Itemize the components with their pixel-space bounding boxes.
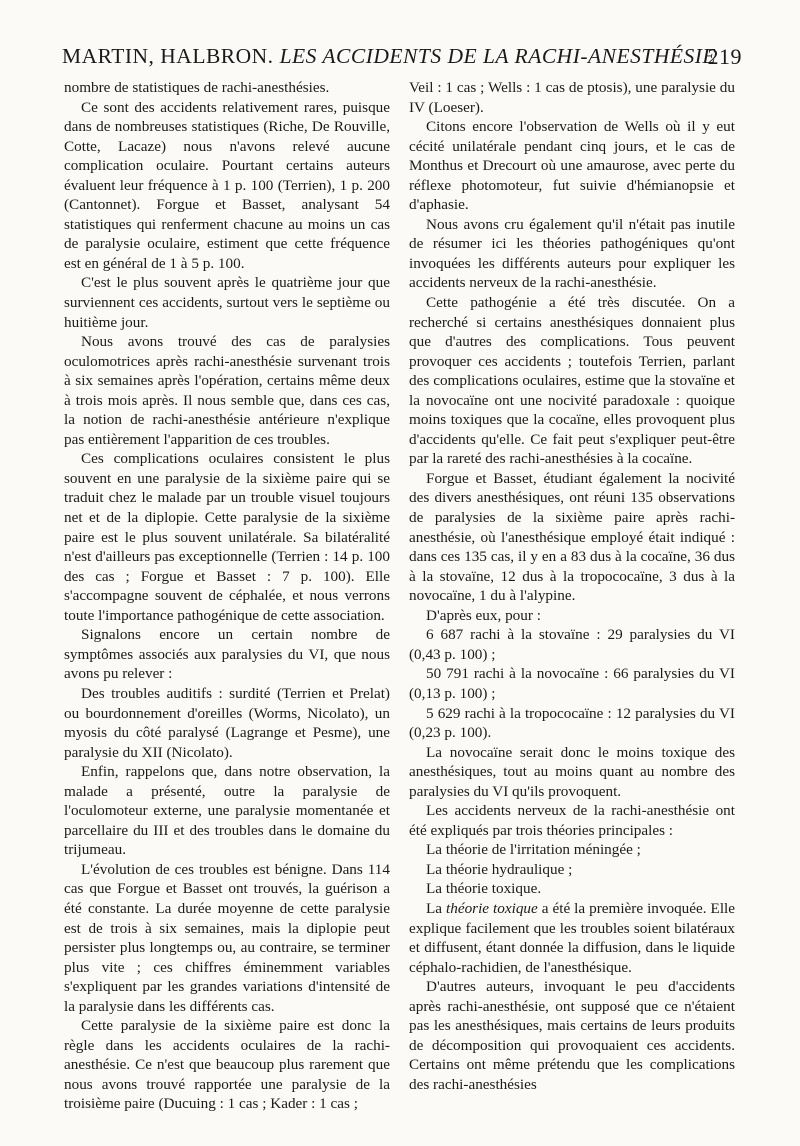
paragraph: D'après eux, pour : (426, 606, 541, 624)
paragraph: Les accidents nerveux de la rachi-anesthésie ont été expliqués par trois théories principales : (409, 802, 735, 839)
paragraph: D'autres auteurs, invoquant le peu d'accidents après rachi-anesthésie, ont supposé que ce n'étaient pas les anesthésiques, mais certains de leurs produits de décomposition qui provoquaient ces accidents. Certains ont même prétendu que les complications des rachi-anesthésies (409, 978, 735, 1093)
paragraph: Forgue et Basset, étudiant également la nocivité des divers anesthésiques, ont réuni 135 observations de paralysies de la sixième paire après rachi-anesthésie, où l'anesthésique employé était indiqué : dans ces 135 cas, il y en a 83 dus à la cocaïne, 36 dus à la stovaïne, 12 dus à la tropococaïne, 3 dus à la novocaïne, 1 du à l'alypine. (409, 469, 735, 605)
paragraph (409, 899, 735, 977)
right-column (409, 78, 735, 1094)
header-title: LES ACCIDENTS DE LA RACHI-ANESTHÉSIE (279, 44, 717, 68)
paragraph: La novocaïne serait donc le moins toxique des anesthésiques, tout au moins quant au nombre des paralysies du VI qu'ils provoquent. (409, 743, 735, 800)
paragraph: L'évolution de ces troubles est bénigne. Dans 114 cas que Forgue et Basset ont trouvés, la guérison a été constante. La durée moyenne de cette paralysie est de trois à six semaines, mais la diplopie peut persister plus longtemps ou, au contraire, se terminer plus vite ; ces chiffres éminemment variables s'expliquent par les grandes variations d'intensité de la paralysie dans les différents cas. (64, 860, 390, 1015)
paragraph: Ces complications oculaires consistent le plus souvent en une paralysie de la sixième paire qui se traduit chez le malade par un trouble visuel toujours net et de la diplopie. Cette paralysie de la sixième paire est le plus souvent unilatérale. Sa bilatéralité n'est d'ailleurs pas exceptionnelle (Terrien : 14 p. 100 des cas ; Forgue et Basset : 7 p. 100). Elle s'accompagne souvent de céphalée, et nous verrons toute l'importance pathogénique de cette association. (64, 450, 390, 624)
paragraph: Veil : 1 cas ; Wells : 1 cas de ptosis), une paralysie du IV (Loeser). (409, 79, 735, 116)
paragraph: Enfin, rappelons que, dans notre observation, la malade a présenté, outre la paralysie de l'oculomoteur externe, une paralysie momentanée et parcellaire du III et des troubles dans le domaine du trijumeau. (64, 763, 390, 859)
running-header (62, 44, 742, 74)
paragraph-start: La (426, 899, 443, 917)
paragraph: C'est le plus souvent après le quatrième jour que surviennent ces accidents, surtout vers le septième ou huitième jour. (64, 274, 390, 331)
theory-item: La théorie toxique. (426, 880, 542, 898)
paragraph-rest: a été la première invoquée. Elle explique facilement que les troubles soient bilatéraux et diffusent, étant donnée la diffusion, dans le liquide céphalo-rachidien, de l'anesthésique. (409, 899, 736, 976)
page-number: 219 (707, 44, 742, 69)
stat-line: 50 791 rachi à la novocaïne : 66 paralysies du VI (0,13 p. 100) ; (409, 665, 735, 702)
paragraph: Citons encore l'observation de Wells où il y eut cécité unilatérale pendant cinq jours, et le cas de Monthus et Drecourt où une amaurose, avec perte du réflexe photomoteur, fut suivie d'hémianopsie et d'aphasie. (409, 118, 735, 214)
paragraph: Des troubles auditifs : surdité (Terrien et Prelat) ou bourdonnement d'oreilles (Worms, Nicolato), un myosis du côté paralysé (Lagrange et Pesme), une paralysie du XII (Nicolato). (64, 684, 390, 761)
header-authors: MARTIN, HALBRON. (62, 44, 274, 68)
emphasis-text: théorie toxique (446, 899, 538, 917)
paragraph: Signalons encore un certain nombre de symptômes associés aux paralysies du VI, que nous avons pu relever : (64, 626, 390, 683)
stat-line: 5 629 rachi à la tropococaïne : 12 paralysies du VI (0,23 p. 100). (409, 704, 735, 742)
stat-line: 6 687 rachi à la stovaïne : 29 paralysies du VI (0,43 p. 100) ; (409, 626, 735, 663)
theory-item: La théorie hydraulique ; (426, 860, 573, 878)
paragraph: Nous avons trouvé des cas de paralysies oculomotrices après rachi-anesthésie survenant trois à six semaines après l'opération, certains même deux à trois mois après. Il nous semble que, dans ces cas, la notion de rachi-anesthésie antérieure n'explique pas entièrement l'apparition de ces troubles. (64, 333, 390, 448)
paragraph: Cette pathogénie a été très discutée. On a recherché si certains anesthésiques donnaient plus que d'autres des complications. Tous peuvent provoquer ces accidents ; toutefois Terrien, parlant des complications oculaires, estime que la stovaïne et la novocaïne ont une nocivité paradoxale : quoique moins toxiques que la cocaïne, elles provoquent plus d'accidents qu'elle. Ce fait peut s'expliquer peut-être par la rareté des rachi-anesthésies à la cocaïne. (409, 294, 735, 468)
paragraph: Nous avons cru également qu'il n'était pas inutile de résumer ici les théories pathogéniques qu'ont invoquées les différents auteurs pour expliquer les accidents nerveux de la rachi-anesthésie. (409, 215, 735, 292)
paragraph: Ce sont des accidents relativement rares, puisque dans de nombreuses statistiques (Riche, De Rouville, Cotte, Lacaze) nous n'avons relevé aucune complication oculaire. Pourtant certains auteurs évaluent leur fréquence à 1 p. 100 (Terrien), 1 p. 200 (Cantonnet). Forgue et Basset, analysant 54 statistiques qui renferment chacune au moins un cas de paralysie oculaire, estiment que cette fréquence est en général de 1 à 5 p. 100. (64, 98, 390, 272)
theory-item: La théorie de l'irritation méningée ; (426, 841, 641, 859)
paragraph: nombre de statistiques de rachi-anesthésies. (64, 79, 330, 96)
left-column (64, 78, 390, 1114)
paragraph: Cette paralysie de la sixième paire est donc la règle dans les accidents oculaires de la rachi-anesthésie. Ce n'est que beaucoup plus rarement que nous avons trouvé rapportée une paralysie de la troisième paire (Ducuing : 1 cas ; Kader : 1 cas ; (64, 1017, 390, 1113)
